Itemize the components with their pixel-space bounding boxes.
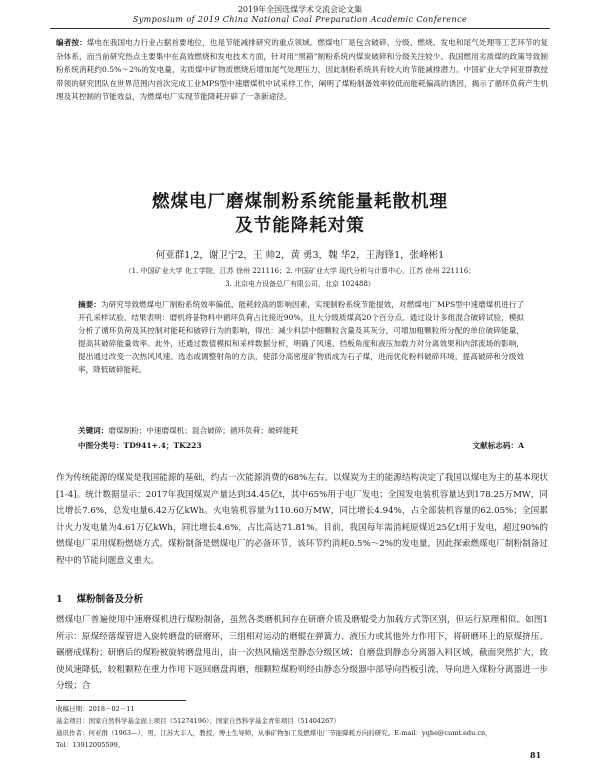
keywords-text: 磨煤制粉；中速磨煤机；混合破碎；循环负荷；破碎能耗 (108, 426, 299, 435)
keywords (78, 425, 524, 436)
affiliation-line2: 3. 北京电力设备总厂有限公司，北京 102488） (225, 280, 375, 288)
paper-title-line1: 燃煤电厂磨煤制粉系统能量耗散机理 (152, 192, 448, 212)
abstract-label: 摘要： (78, 300, 101, 309)
footnote-rule (56, 700, 186, 701)
affiliation-line1: （1. 中国矿业大学 化工学院，江苏 徐州 221116；2. 中国矿业大学 现代分析与计算中心，江苏 徐州 221116； (124, 267, 476, 275)
document-code: 文献标志码：A (472, 441, 524, 450)
section-title: 煤粉制备及分析 (76, 594, 144, 605)
keywords-label: 关键词： (78, 426, 109, 435)
abstract-text: 为研究导致燃煤电厂制粉系统效率偏低、能耗较高的影响因素，实现制粉系统节能提效，对燃煤电厂MPS型中速磨煤机进行了开孔采样试验，结果表明：磨机将붙物料中循环负荷占比接近90%，且大分级质煤高20个百分点。通过设计多组混合破碎试验，模拟分析了循环负荷及其控制对能耗和破碎行为的影响，得出：减少料层中细颗粒含量及其灰分，可增加粗颗粒所分配的单位破碎能量，提高其破碎能量效率。此外，还通过数值模拟和采样数据分析，明确了风速、挡板角度和液压加载力对分离效果和内部流场的影响，提出通过改变一次热风风速、选态或调整射角的方法，使部分高密度矿物质成为石子煤，进而优化粉料破碎环境，提高破碎和分级效率，降低破碎能耗。 (78, 300, 525, 374)
abstract (78, 298, 524, 376)
clc-number: 中图分类号：TD941+.4；TK223 (78, 441, 202, 450)
section1-paragraph: 燃煤电厂普遍使用中速磨煤机进行煤粉制备，虽然各类磨机间存在研磨介质及磨辊受力加载方式等区别，但运行原理相似。如图1所示：原煤经落煤管进入旋转磨盘的研磨环，三组相对运动的磨辊在弹簧力、液压力或其他外力作用下，将研磨环上的原煤挤压、碾磨成煤粉；研磨后的煤粉被旋转磨盘甩出，由一次热风输送至静态分级区域；自磨盘到静态分离器入料区域，截面突然扩大，致使风速降低，较粗颗粒在重力作用下返回磨盘再磨，细颗粒煤粉则经由静态分级器中部导向挡板引流，导向进入煤粉分离器进一步分级；合 (56, 615, 548, 691)
intro-paragraph: 作为传统能源的煤炭是我国能源的基础，约占一次能源消费的68%左右。以煤炭为主的能源结构决定了我国以煤电为主的基本现状[1-4]。统计数据显示：2017年我国煤炭产量达到34.45亿t，其中65%用于电厂发电；全国发电装机容量达到178.25万MW，同比增长7.6%，总发电量6.42万亿kWh。火电装机容量为110.60万MW，同比增长4.94%，占全部装机容量的62.05%；全国累计火力发电量为4.61万亿kWh，同比增长4.6%，占比高达71.81%。目前，我国每年需消耗原煤近25亿t用于发电，超过90%的燃煤电厂采用煤粉燃烧方式。煤粉制备是燃煤电厂的必备环节，该环节约消耗0.5%～2%的发电量，因此探索燃煤电厂制粉制备过程中的节能问题意义重大。 (56, 473, 548, 566)
classification-line (78, 440, 524, 451)
footnote-tel: Tel：13912005599。 (56, 741, 125, 749)
section-heading (56, 591, 157, 605)
running-header-cn: 2019年全国选煤学术交流会论文集 (237, 5, 363, 14)
editor-note-label: 编者按： (56, 38, 87, 47)
running-header-en: Symposium of 2019 China National Coal Preparation Academic Conference (132, 15, 468, 24)
page-number: 81 (530, 750, 542, 760)
footnote-funding: 基金项目：国家自然科学基金面上项目（51274196）；国家自然科学基金青年项目（51404267） (56, 717, 340, 725)
author-list: 何亚群1,2，谢卫宁2，王 帅2，黄 勇3，魏 华2，王海锋1，张峰彬1 (155, 250, 445, 261)
editor-note (56, 36, 548, 104)
footnote-author-bio: 通讯作者：何亚群（1963—），男，江苏大丰人，教授，博士生导师，从事矿物加工及燃煤电厂节能降耗方向的研究。E-mail：yqhe@cumt.edu.cn， (56, 729, 492, 737)
section-number: 1 (56, 594, 63, 605)
header-rule (50, 28, 550, 29)
footnote-received: 收稿日期：2018－02－11 (56, 705, 135, 713)
paper-title-line2: 及节能降耗对策 (235, 216, 365, 236)
editor-note-text: 煤电在我国电力行业占据首要地位，也是节能减排研究的重点领域。燃煤电厂是包含破碎、分级、燃烧、发电和尾气处理等工艺环节的复杂体系，而当前研究热点主要集中在高效燃烧和发电技术方面，针对用“黑箱”制粉系统内煤炭破碎和分级关注较少。我国燃用劣质煤的政策导致制粉系统消耗约0.5%～2%的发电量，劣质煤中矿物质燃烧后增加尾气处理压力，因此制粉系统具有较大的节能减排潜力。中国矿业大学何亚群教授带领的研究团队在世界范围内首次完成工业MPS型中速磨煤机中试采样工作，阐明了煤粉制备效率较低而能耗偏高的诱因，揭示了循环负荷产生机理及其控制的节能效益，为燃煤电厂实现节能降耗开辟了一条新途径。 (56, 38, 549, 101)
